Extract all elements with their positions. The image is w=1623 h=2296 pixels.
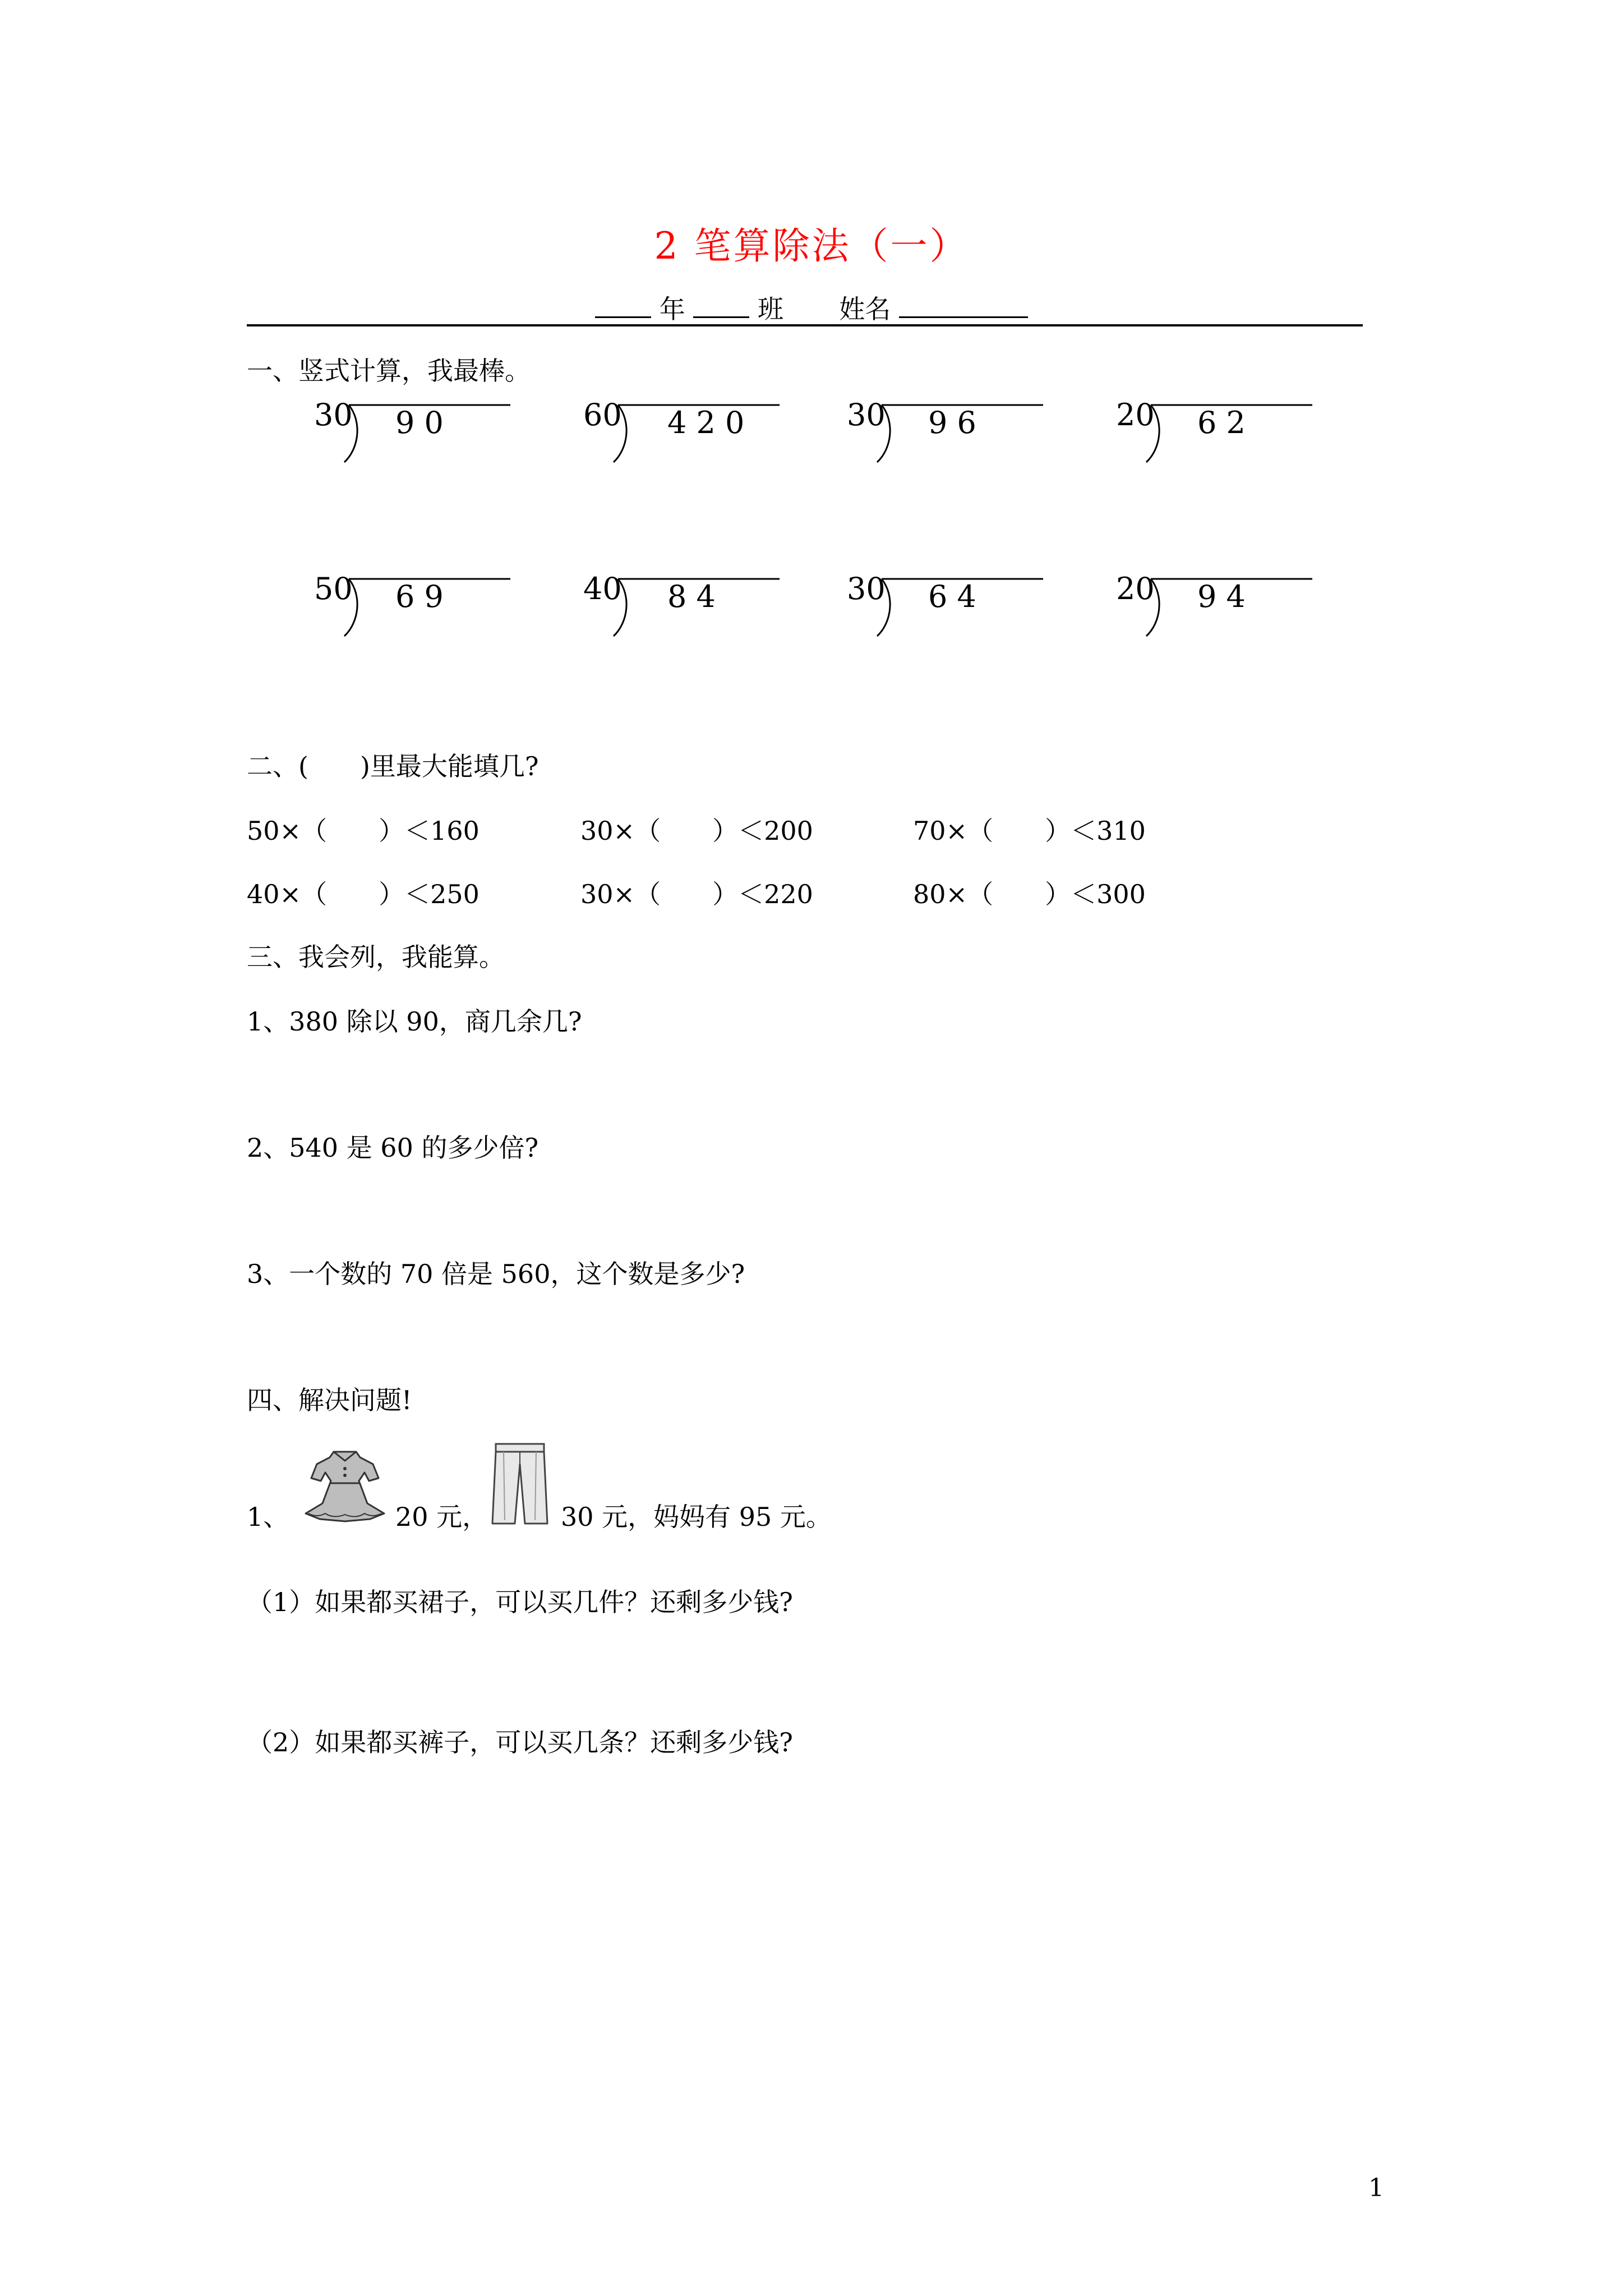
- year-blank[interactable]: [595, 292, 651, 318]
- divisor: 30: [314, 397, 353, 432]
- divisor: 60: [583, 397, 622, 432]
- long-division-problem: [314, 567, 516, 645]
- long-division-problem: [314, 393, 516, 471]
- divisor: 50: [314, 571, 353, 606]
- inequality-item: 70×（ ）＜310: [913, 816, 1146, 846]
- divisor: 40: [583, 571, 622, 606]
- section4-heading: 四、解决问题!: [247, 1385, 412, 1415]
- class-label: 班: [758, 294, 783, 324]
- dividend: 6 2: [1197, 405, 1246, 440]
- dress-price: 20 元，: [395, 1502, 488, 1532]
- inequality-item: 40×（ ）＜250: [247, 879, 479, 909]
- dividend: 9 6: [928, 405, 976, 440]
- pants-icon: [488, 1442, 552, 1526]
- long-division-problem: [1116, 567, 1318, 645]
- inequality-item: 50×（ ）＜160: [247, 816, 479, 846]
- inequality-item: 30×（ ）＜200: [580, 816, 813, 846]
- sub-question-2: （2）如果都买裤子，可以买几条？还剩多少钱?: [247, 1727, 793, 1757]
- page-number: 1: [1368, 2174, 1384, 2202]
- divisor: 30: [847, 571, 886, 606]
- sub-question-1: （1）如果都买裙子，可以买几件？还剩多少钱?: [247, 1587, 793, 1617]
- year-label: 年: [659, 294, 685, 324]
- long-division-problem: [847, 567, 1049, 645]
- divisor: 30: [847, 397, 886, 432]
- inequality-item: 30×（ ）＜220: [580, 879, 813, 909]
- header-rule: [247, 324, 1363, 326]
- dividend: 4 2 0: [667, 405, 745, 440]
- dividend: 8 4: [667, 579, 716, 614]
- dress-icon: [303, 1447, 387, 1526]
- name-blank[interactable]: [899, 292, 1028, 318]
- dividend: 9 0: [395, 405, 444, 440]
- student-info-line: [0, 289, 1623, 326]
- long-division-problem: [1116, 393, 1318, 471]
- pants-price: 30 元，妈妈有 95 元。: [561, 1502, 832, 1532]
- long-division-problem: [847, 393, 1049, 471]
- divisor: 20: [1116, 397, 1155, 432]
- long-division-problem: [583, 567, 785, 645]
- page-title: 2 笔算除法（一）: [654, 224, 969, 268]
- dividend: 6 9: [395, 579, 444, 614]
- word-problem-1: 1、380 除以 90，商几余几?: [247, 1006, 582, 1037]
- problem-prefix: 1、: [247, 1502, 289, 1532]
- section1-heading: 一、竖式计算，我最棒。: [247, 356, 531, 386]
- word-problem-3: 3、一个数的 70 倍是 560，这个数是多少?: [247, 1259, 745, 1289]
- dividend: 9 4: [1197, 579, 1246, 614]
- class-blank[interactable]: [693, 292, 749, 318]
- dividend: 6 4: [928, 579, 976, 614]
- inequality-item: 80×（ ）＜300: [913, 879, 1146, 909]
- divisor: 20: [1116, 571, 1155, 606]
- long-division-problem: [583, 393, 785, 471]
- section2-heading: 二、( )里最大能填几?: [247, 751, 539, 781]
- name-label: 姓名: [839, 294, 891, 324]
- section3-heading: 三、我会列，我能算。: [247, 942, 505, 972]
- word-problem-2: 2、540 是 60 的多少倍?: [247, 1133, 539, 1163]
